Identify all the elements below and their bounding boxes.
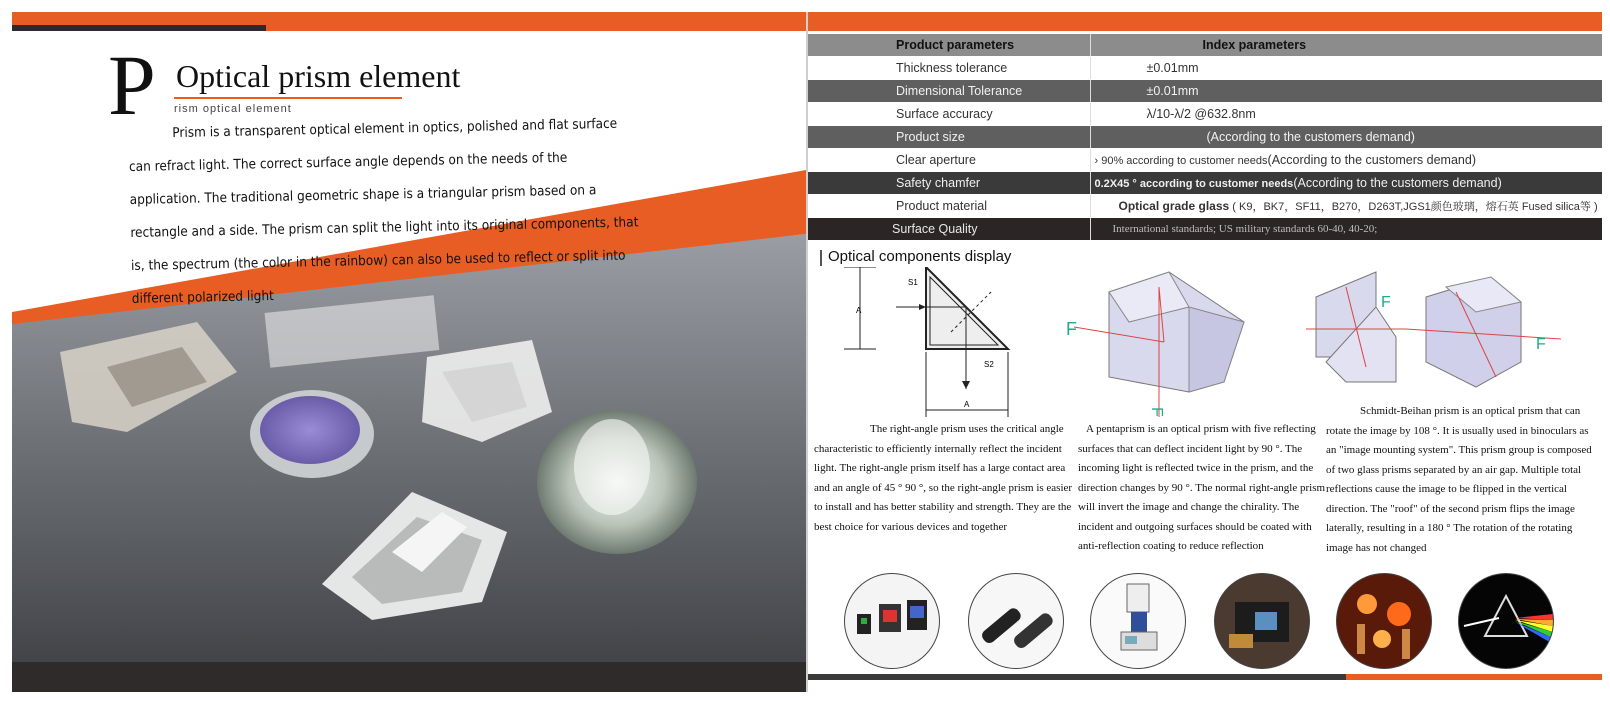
top-bar-right <box>806 12 1602 31</box>
table-row <box>806 218 1602 241</box>
param-value-text: (According to the customers demand) <box>1293 176 1502 190</box>
param-value-text: ( K9，BK7，SF11，B270，D263T,JGS1颜色玻璃，熔石英 Fused silica等 ) <box>1232 201 1598 213</box>
param-value <box>1090 172 1602 195</box>
section-title: Optical components display <box>828 248 1012 265</box>
header-index-parameters: Index parameters <box>1090 34 1602 57</box>
label-f3: F <box>1381 294 1391 311</box>
param-name: Clear aperture <box>806 149 1090 172</box>
pentaprism-diagram <box>1064 267 1264 437</box>
laser-lab-icon <box>1336 573 1432 669</box>
description-right-angle: The right-angle prism uses the critical angle characteristic to efficiently internally reflect the incident light. The right-angle prism itself has a large contact area and an angle of 45 ° 90 °, so the right-angle prism is easier to install and has better stability and strength. They are the best choice for various devices and together <box>814 423 1073 533</box>
intro-paragraph: Prism is a transparent optical element in optics, polished and flat surface can refract light. The correct surface angle depends on the needs of the application. The traditional geometric shape is a triangular prism based on a rectangle and a side. The prism can split the light into its original components, that is, the spectrum (the color in the rainbow) can also be used to reflect or split into different polarized light <box>128 115 639 307</box>
table-row <box>806 103 1602 126</box>
table-row <box>806 149 1602 172</box>
label-s2: S2 <box>984 360 994 369</box>
title-underline <box>174 97 402 99</box>
section-marker <box>820 250 822 266</box>
table-row <box>806 126 1602 149</box>
param-value-bold: 0.2X45 ° according to customer needs <box>1094 178 1294 190</box>
label-f4: F <box>1536 336 1546 353</box>
label-f2: F <box>1148 407 1165 417</box>
bottom-bar-accent <box>1346 674 1602 680</box>
param-value: (According to the customers demand) <box>1090 126 1602 149</box>
drop-cap: P <box>108 37 156 133</box>
param-name: Surface Quality <box>806 218 1090 241</box>
right-angle-prism-diagram <box>836 267 1026 437</box>
label-a1: A <box>856 306 862 315</box>
param-value-bold: › 90% according to customer needs <box>1094 155 1268 167</box>
param-value: ±0.01mm <box>1090 57 1602 80</box>
param-name: Safety chamfer <box>806 172 1090 195</box>
total-station-icon <box>1090 573 1186 669</box>
table-row <box>806 80 1602 103</box>
param-value <box>1090 195 1602 218</box>
param-value <box>1090 149 1602 172</box>
label-s1: S1 <box>908 278 918 287</box>
label-f1: F <box>1066 319 1077 339</box>
param-name: Product size <box>806 126 1090 149</box>
top-bar-accent <box>12 25 266 31</box>
page-title: Optical prism element <box>176 58 461 94</box>
param-name: Product material <box>806 195 1090 218</box>
binoculars-icon <box>968 573 1064 669</box>
description-schmidt: Schmidt-Beihan prism is an optical prism that can rotate the image by 108 °. It is usually used in binoculars as an "image mounting system". This prism group is composed of two glass prisms separated by an air gap. Multiple total reflections cause the image to be flipped in the vertical direction. The "roof" of the second prism flips the image laterally, resulting in a 180 ° The rotation of the rotating image has not changed <box>1326 405 1592 554</box>
param-name: Thickness tolerance <box>806 57 1090 80</box>
param-value: λ/10-λ/2 @632.8nm <box>1090 103 1602 126</box>
projector-icon <box>1214 573 1310 669</box>
param-value-bold: Optical grade glass <box>1118 199 1230 213</box>
param-name: Dimensional Tolerance <box>806 80 1090 103</box>
header-product-parameters: Product parameters <box>806 34 1090 57</box>
table-header <box>806 34 1602 57</box>
param-name: Surface accuracy <box>806 103 1090 126</box>
left-page <box>12 12 806 692</box>
param-value-text: (According to the customers demand) <box>1267 153 1476 167</box>
label-a2: A <box>964 400 970 409</box>
page-divider <box>806 12 808 692</box>
table-row <box>806 57 1602 80</box>
spectrum-prism-icon <box>1458 573 1554 669</box>
page-subtitle: rism optical element <box>174 103 292 115</box>
param-value: International standards; US military standards 60-40, 40-20; <box>1090 218 1602 241</box>
right-page <box>806 12 1602 692</box>
schmidt-prism-diagram <box>1306 267 1566 412</box>
table-row <box>806 172 1602 195</box>
param-value: ±0.01mm <box>1090 80 1602 103</box>
description-pentaprism: A pentaprism is an optical prism with five reflecting surfaces that can deflect incident light by 90 °. The incoming light is reflected twice in the prism, and the direction changes by 90 °. The normal right-angle prism will invert the image and change the chirality. The incident and outgoing surfaces should be coated with anti-reflection coating to reduce reflection <box>1078 423 1326 552</box>
params-table <box>806 34 1602 241</box>
table-row <box>806 195 1602 218</box>
sensors-icon <box>844 573 940 669</box>
